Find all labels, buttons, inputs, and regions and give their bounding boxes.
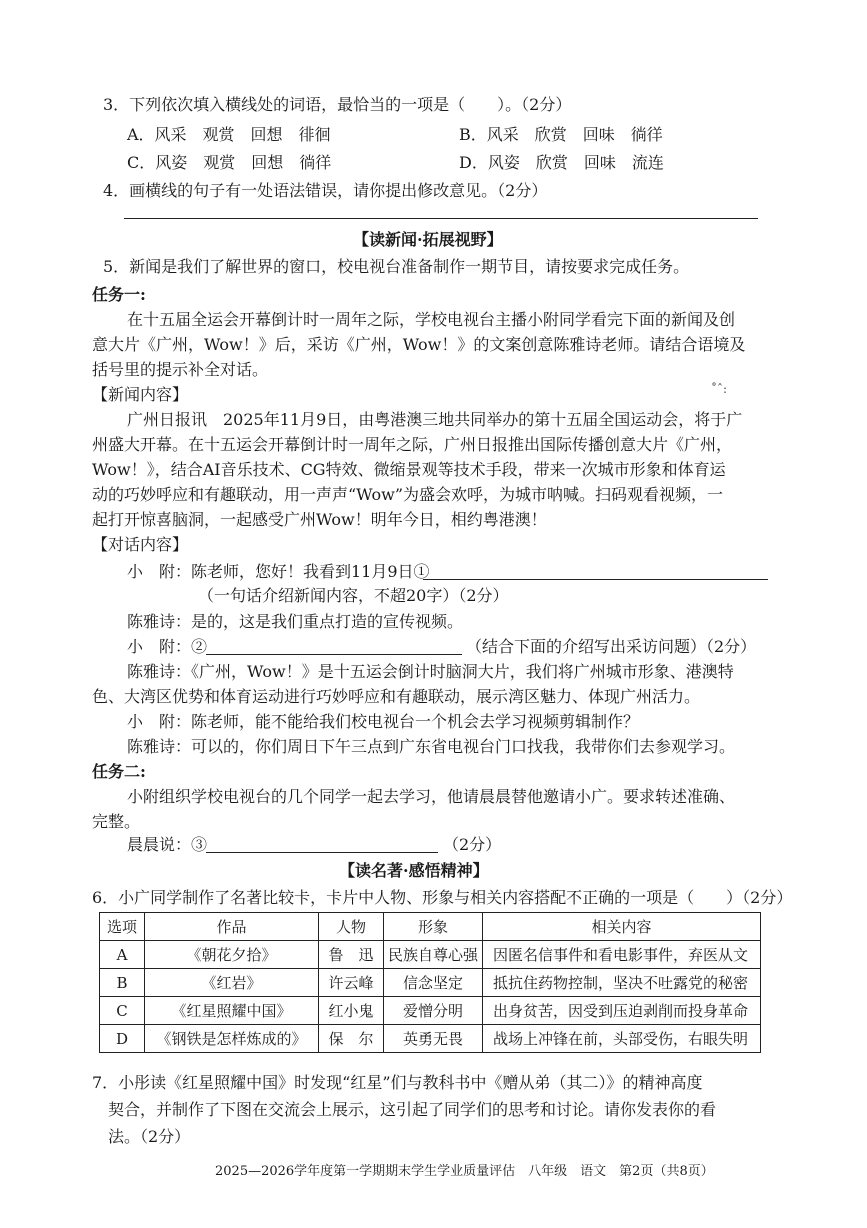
q7-line-3: 法。（2分） <box>108 1127 191 1146</box>
comparison-table <box>99 912 761 1053</box>
table-cell: 红小鬼 <box>319 997 384 1025</box>
news-label: 【新闻内容】 <box>92 385 189 404</box>
news-line-5: 起打开惊喜脑洞，一起感受广州Wow！明年今日，相约粤港澳！ <box>92 510 547 529</box>
news-line-1: 广州日报讯 2025年11月9日，由粤港澳三地共同举办的第十五届全国运动会，将于广 <box>127 410 743 429</box>
table-header-cell: 作品 <box>145 913 319 941</box>
table-row <box>100 1025 761 1053</box>
dialog-line-6: 陈雅诗：可以的，你们周日下午三点到广东省电视台门口找我，我带你们去参观学习。 <box>127 737 736 756</box>
q7-line-1: 7．小彤读《红星照耀中国》时发现“红星”们与教科书中《赠从弟（其二）》的精神高度 <box>92 1073 703 1092</box>
task1-label: 任务一: <box>92 285 146 304</box>
stray-mark: ˚ˆ: <box>711 382 728 396</box>
news-line-2: 州盛大开幕。在十五运会开幕倒计时一周年之际，广州日报推出国际传播创意大片《广州， <box>92 435 733 454</box>
q3-option-c: C．风姿 观赏 回想 徜徉 <box>127 153 332 172</box>
table-header-cell: 选项 <box>100 913 145 941</box>
task2-answer-label: 晨晨说：③ <box>127 835 208 854</box>
dialog-line-5: 小 附：陈老师，能不能给我们校电视台一个机会去学习视频剪辑制作？ <box>127 712 640 731</box>
task2-points: （2分） <box>443 835 502 854</box>
q3-option-b: B．风采 欣赏 回味 徜徉 <box>459 125 663 144</box>
task1-text-line-3: 括号里的提示补全对话。 <box>92 360 269 379</box>
table-cell: 出身贫苦，因受到压迫剥削而投身革命 <box>483 997 761 1025</box>
table-row <box>100 997 761 1025</box>
table-cell: 《红星照耀中国》 <box>145 997 319 1025</box>
answer-blank-3[interactable] <box>206 852 438 853</box>
table-cell: 英勇无畏 <box>384 1025 483 1053</box>
q5-stem: 5．新闻是我们了解世界的窗口，校电视台准备制作一期节目，请按要求完成任务。 <box>103 257 690 276</box>
section-title-news: 【读新闻·拓展视野】 <box>353 230 503 249</box>
news-line-3: Wow！》，结合AI音乐技术、CG特效、微缩景观等技术手段，带来一次城市形象和体育运 <box>92 460 726 479</box>
table-header-cell: 形象 <box>384 913 483 941</box>
table-cell: A <box>100 941 145 969</box>
table-cell: 《朝花夕拾》 <box>145 941 319 969</box>
q4-answer-line[interactable] <box>124 218 758 219</box>
dialog-line-1: 小 附：陈老师，您好！我看到11月9日① <box>127 562 430 581</box>
dialog-line-2: 陈雅诗：是的，这是我们重点打造的宣传视频。 <box>127 612 464 631</box>
task2-text-line-2: 完整。 <box>92 812 141 831</box>
q7-line-2: 契合，并制作了下图在交流会上展示，这引起了同学们的思考和讨论。请你发表你的看 <box>108 1100 717 1119</box>
dialog-line-3: 小 附：② <box>127 637 208 656</box>
q3-option-d: D．风姿 欣赏 回味 流连 <box>459 153 664 172</box>
table-header-cell: 相关内容 <box>483 913 761 941</box>
dialog-label: 【对话内容】 <box>92 535 189 554</box>
task2-label: 任务二: <box>92 762 146 781</box>
table-cell: 爱憎分明 <box>384 997 483 1025</box>
table-cell: 《钢铁是怎样炼成的》 <box>145 1025 319 1053</box>
task1-text-line-2: 意大片《广州，Wow！》后，采访《广州，Wow！》的文案创意陈雅诗老师。请结合语境及 <box>92 335 746 354</box>
task2-text-line-1: 小附组织学校电视台的几个同学一起去学习，他请晨晨替他邀请小广。要求转述准确、 <box>127 787 736 806</box>
dialog-hint-1: （一句话介绍新闻内容，不超20字）（2分） <box>198 586 509 605</box>
q4-stem: 4．画横线的句子有一处语法错误，请你提出修改意见。（2分） <box>103 181 548 200</box>
answer-blank-2[interactable] <box>206 654 462 655</box>
dialog-line-4b: 色、大湾区优势和体育运动进行巧妙呼应和有趣联动，展示湾区魅力、体现广州活力。 <box>92 687 701 706</box>
table-cell: 鲁 迅 <box>319 941 384 969</box>
table-cell: D <box>100 1025 145 1053</box>
answer-blank-1[interactable] <box>423 579 768 580</box>
table-cell: 抵抗住药物控制，坚决不吐露党的秘密 <box>483 969 761 997</box>
q6-stem: 6．小广同学制作了名著比较卡，卡片中人物、形象与相关内容搭配不正确的一项是（ ）（2分） <box>92 888 793 907</box>
table-cell: B <box>100 969 145 997</box>
table-row <box>100 969 761 997</box>
table-cell: 战场上冲锋在前，头部受伤，右眼失明 <box>483 1025 761 1053</box>
table-cell: 《红岩》 <box>145 969 319 997</box>
q3-stem: 3．下列依次填入横线处的词语，最恰当的一项是（ ）。（2分） <box>103 95 572 114</box>
table-cell: C <box>100 997 145 1025</box>
dialog-line-4a: 陈雅诗：《广州，Wow！》是十五运会倒计时脑洞大片，我们将广州城市形象、港澳特 <box>127 662 734 681</box>
table-row <box>100 941 761 969</box>
dialog-hint-2: （结合下面的介绍写出采访问题）（2分） <box>466 637 757 656</box>
table-header-cell: 人物 <box>319 913 384 941</box>
task1-text-line-1: 在十五届全运会开幕倒计时一周年之际，学校电视台主播小附同学看完下面的新闻及创 <box>127 310 736 329</box>
news-line-4: 动的巧妙呼应和有趣联动，用一声声“Wow”为盛会欢呼，为城市呐喊。扫码观看视频，一 <box>92 485 724 504</box>
table-header-row <box>100 913 761 941</box>
table-cell: 许云峰 <box>319 969 384 997</box>
table-cell: 因匿名信事件和看电影事件，弃医从文 <box>483 941 761 969</box>
page-footer: 2025—2026学年度第一学期期末学生学业质量评估 八年级 语文 第2页（共8页） <box>215 1164 714 1179</box>
section-title-classics: 【读名著·感悟精神】 <box>339 861 489 880</box>
table-cell: 保 尔 <box>319 1025 384 1053</box>
table-cell: 民族自尊心强 <box>384 941 483 969</box>
q3-option-a: A．风采 观赏 回想 徘徊 <box>127 125 331 144</box>
table-cell: 信念坚定 <box>384 969 483 997</box>
